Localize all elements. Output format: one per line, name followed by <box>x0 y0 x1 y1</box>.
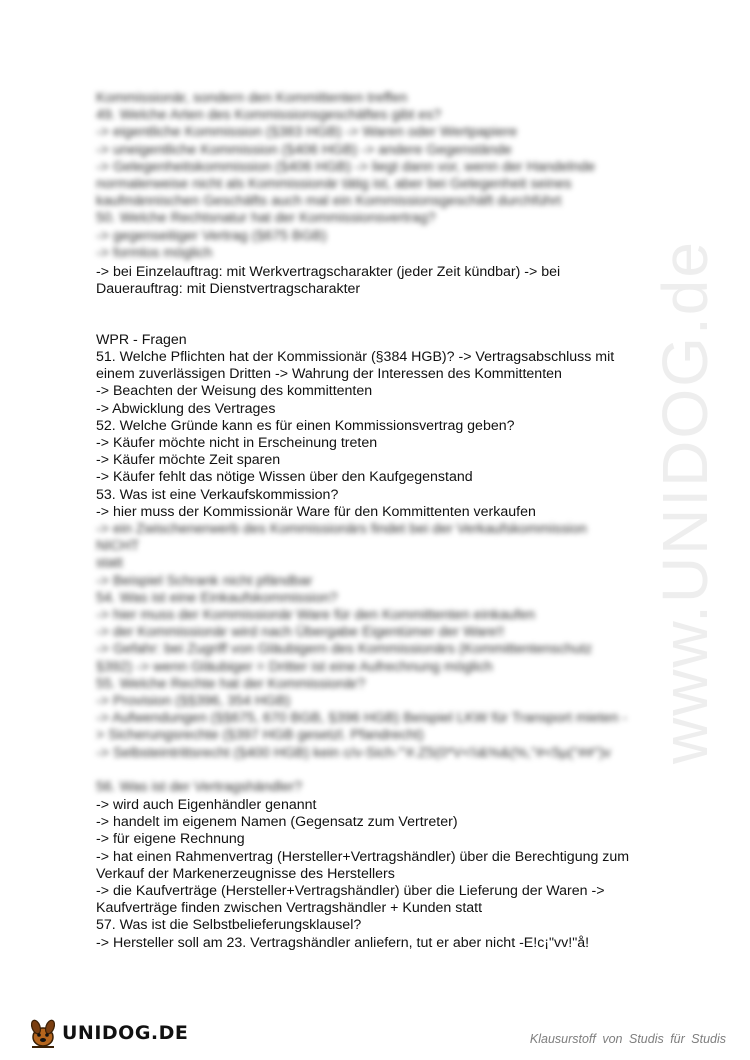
section-title-block <box>96 332 696 349</box>
text-line: 51. Welche Pflichten hat der Kommissionär (§384 HGB)? -> Vertragsabschluss mit <box>96 349 615 365</box>
logo-text: UNIDOG.DE <box>62 1022 189 1044</box>
text-line: -> Käufer möchte nicht in Erscheinung treten <box>96 435 378 452</box>
blurred-text-line: -> ein Zwischenerwerb des Kommissionärs findet bei der Verkaufskommission <box>96 521 587 537</box>
blurred-text-line: 54. Was ist eine Einkaufskommission? <box>96 589 338 606</box>
footer-tagline: Klausurstoff von Studis für Studis <box>529 1032 726 1046</box>
text-line: 57. Was ist die Selbstbelieferungsklausel? <box>96 917 362 934</box>
blurred-text-line: -> der Kommissionär wird nach Übergabe Eigentümer der Ware!! <box>96 624 505 641</box>
blurred-text-line: -> eigentliche Kommission (§383 HGB) -> Waren oder Wertpapiere <box>96 124 518 141</box>
blurred-text-line: -> Provision (§§396, 354 HGB) <box>96 693 291 710</box>
watermark-text: www.UNIDOG.de <box>649 240 721 764</box>
clear-bottom-block <box>96 797 696 952</box>
blurred-text-line: -> Selbsteintrittsrecht (§400 HGB) kein c/v-Sich-"'#.Z5(0*V<\\&%&(%,"#<5µ("##")v <box>96 744 611 761</box>
blurred-text-line: NICHT <box>96 538 140 555</box>
blurred-text-line: -> Beispiel Schrank nicht pfändbar <box>96 572 313 589</box>
text-line: -> Abwicklung des Vertrages <box>96 400 276 417</box>
text-line: Kaufverträge finden zwischen Vertragshändler + Kunden statt <box>96 900 483 917</box>
dog-mascot-icon <box>26 1017 60 1049</box>
blurred-text-line: §392) -> wenn Gläubiger = Dritter ist eine Aufrechnung möglich <box>96 658 493 675</box>
text-line: -> handelt im eigenem Namen (Gegensatz zum Vertreter) <box>96 814 458 831</box>
clear-top-block <box>96 264 696 298</box>
blurred-text-line: normalerweise nicht als Kommissionär tätig ist, aber bei Gelegenheit seines <box>96 176 572 193</box>
blurred-text-line: -> gegenseitiger Vertrag (§675 BGB) <box>96 227 327 244</box>
text-line: -> Beachten der Weisung des kommittenten <box>96 383 373 400</box>
blurred-text-line: statt <box>96 555 123 572</box>
blurred-text-line: -> hier muss der Kommissionär Ware für den Kommittenten einkaufen <box>96 607 536 624</box>
blurred-text-line: -> Aufwendungen (§§675, 670 BGB, §396 HGB) Beispiel LKW für Transport mieten - <box>96 710 628 727</box>
blurred-text-line: -> uneigentliche Kommission (§406 HGB) -> andere Gegenstände <box>96 141 512 158</box>
text-line: -> hat einen Rahmenvertrag (Hersteller+Vertragshändler) über die Berechtigung zum <box>96 848 630 865</box>
text-line: Dauerauftrag: mit Dienstvertragscharakter <box>96 281 361 298</box>
clear-middle-block <box>96 349 696 521</box>
blurred-text-line: Kommissionär, sondern den Kommittenten treffen <box>96 90 408 106</box>
blurred-text-line: > Sicherungsrechte (§397 HGB gesetzl. Pfandrecht) <box>96 727 424 744</box>
blurred-text-line: 56. Was ist der Vertragshändler? <box>96 779 303 796</box>
text-line: -> bei Einzelauftrag: mit Werkvertragscharakter (jeder Zeit kündbar) -> bei <box>96 264 561 280</box>
text-line: -> hier muss der Kommissionär Ware für den Kommittenten verkaufen <box>96 503 536 520</box>
text-line: -> wird auch Eigenhändler genannt <box>96 797 317 813</box>
blurred-text-line: -> Gefahr: bei Zugriff von Gläubigern des Kommissionärs (Kommittentenschutz <box>96 641 593 658</box>
blurred-text-line <box>96 762 696 779</box>
blurred-middle-block <box>96 521 696 796</box>
text-line: 53. Was ist eine Verkaufskommission? <box>96 486 339 503</box>
blurred-text-line: -> formlos möglich <box>96 244 213 261</box>
blurred-top-block <box>96 90 696 262</box>
section-title: WPR - Fragen <box>96 332 187 348</box>
text-line: -> für eigene Rechnung <box>96 831 245 848</box>
footer-logo <box>26 1016 188 1050</box>
text-line: einem zuverlässigen Dritten -> Wahrung der Interessen des Kommittenten <box>96 366 562 383</box>
text-line: -> Käufer möchte Zeit sparen <box>96 452 281 469</box>
blurred-text-line: 55. Welche Rechte hat der Kommissionär? <box>96 675 366 692</box>
text-line: Verkauf der Markenerzeugnisse des Herstellers <box>96 865 395 882</box>
text-line: -> die Kaufverträge (Hersteller+Vertragshändler) über die Lieferung der Waren -> <box>96 883 605 900</box>
text-line: 52. Welche Gründe kann es für einen Kommissionsvertrag geben? <box>96 417 515 434</box>
blurred-text-line: 50. Welche Rechtsnatur hat der Kommissionsvertrag? <box>96 210 436 227</box>
blurred-text-line: kaufmännischen Geschäfts auch mal ein Kommissionsgeschäft durchführt <box>96 193 562 210</box>
text-line: -> Hersteller soll am 23. Vertragshändler anliefern, tut er aber nicht -E!c¡"vv!"å! <box>96 934 590 951</box>
text-line: -> Käufer fehlt das nötige Wissen über den Kaufgegenstand <box>96 469 473 486</box>
blurred-text-line: 49. Welche Arten des Kommissionsgeschäftes gibt es? <box>96 107 442 124</box>
blurred-text-line: -> Gelegenheitskommission (§406 HGB) -> liegt dann vor, wenn der Handelnde <box>96 158 596 175</box>
